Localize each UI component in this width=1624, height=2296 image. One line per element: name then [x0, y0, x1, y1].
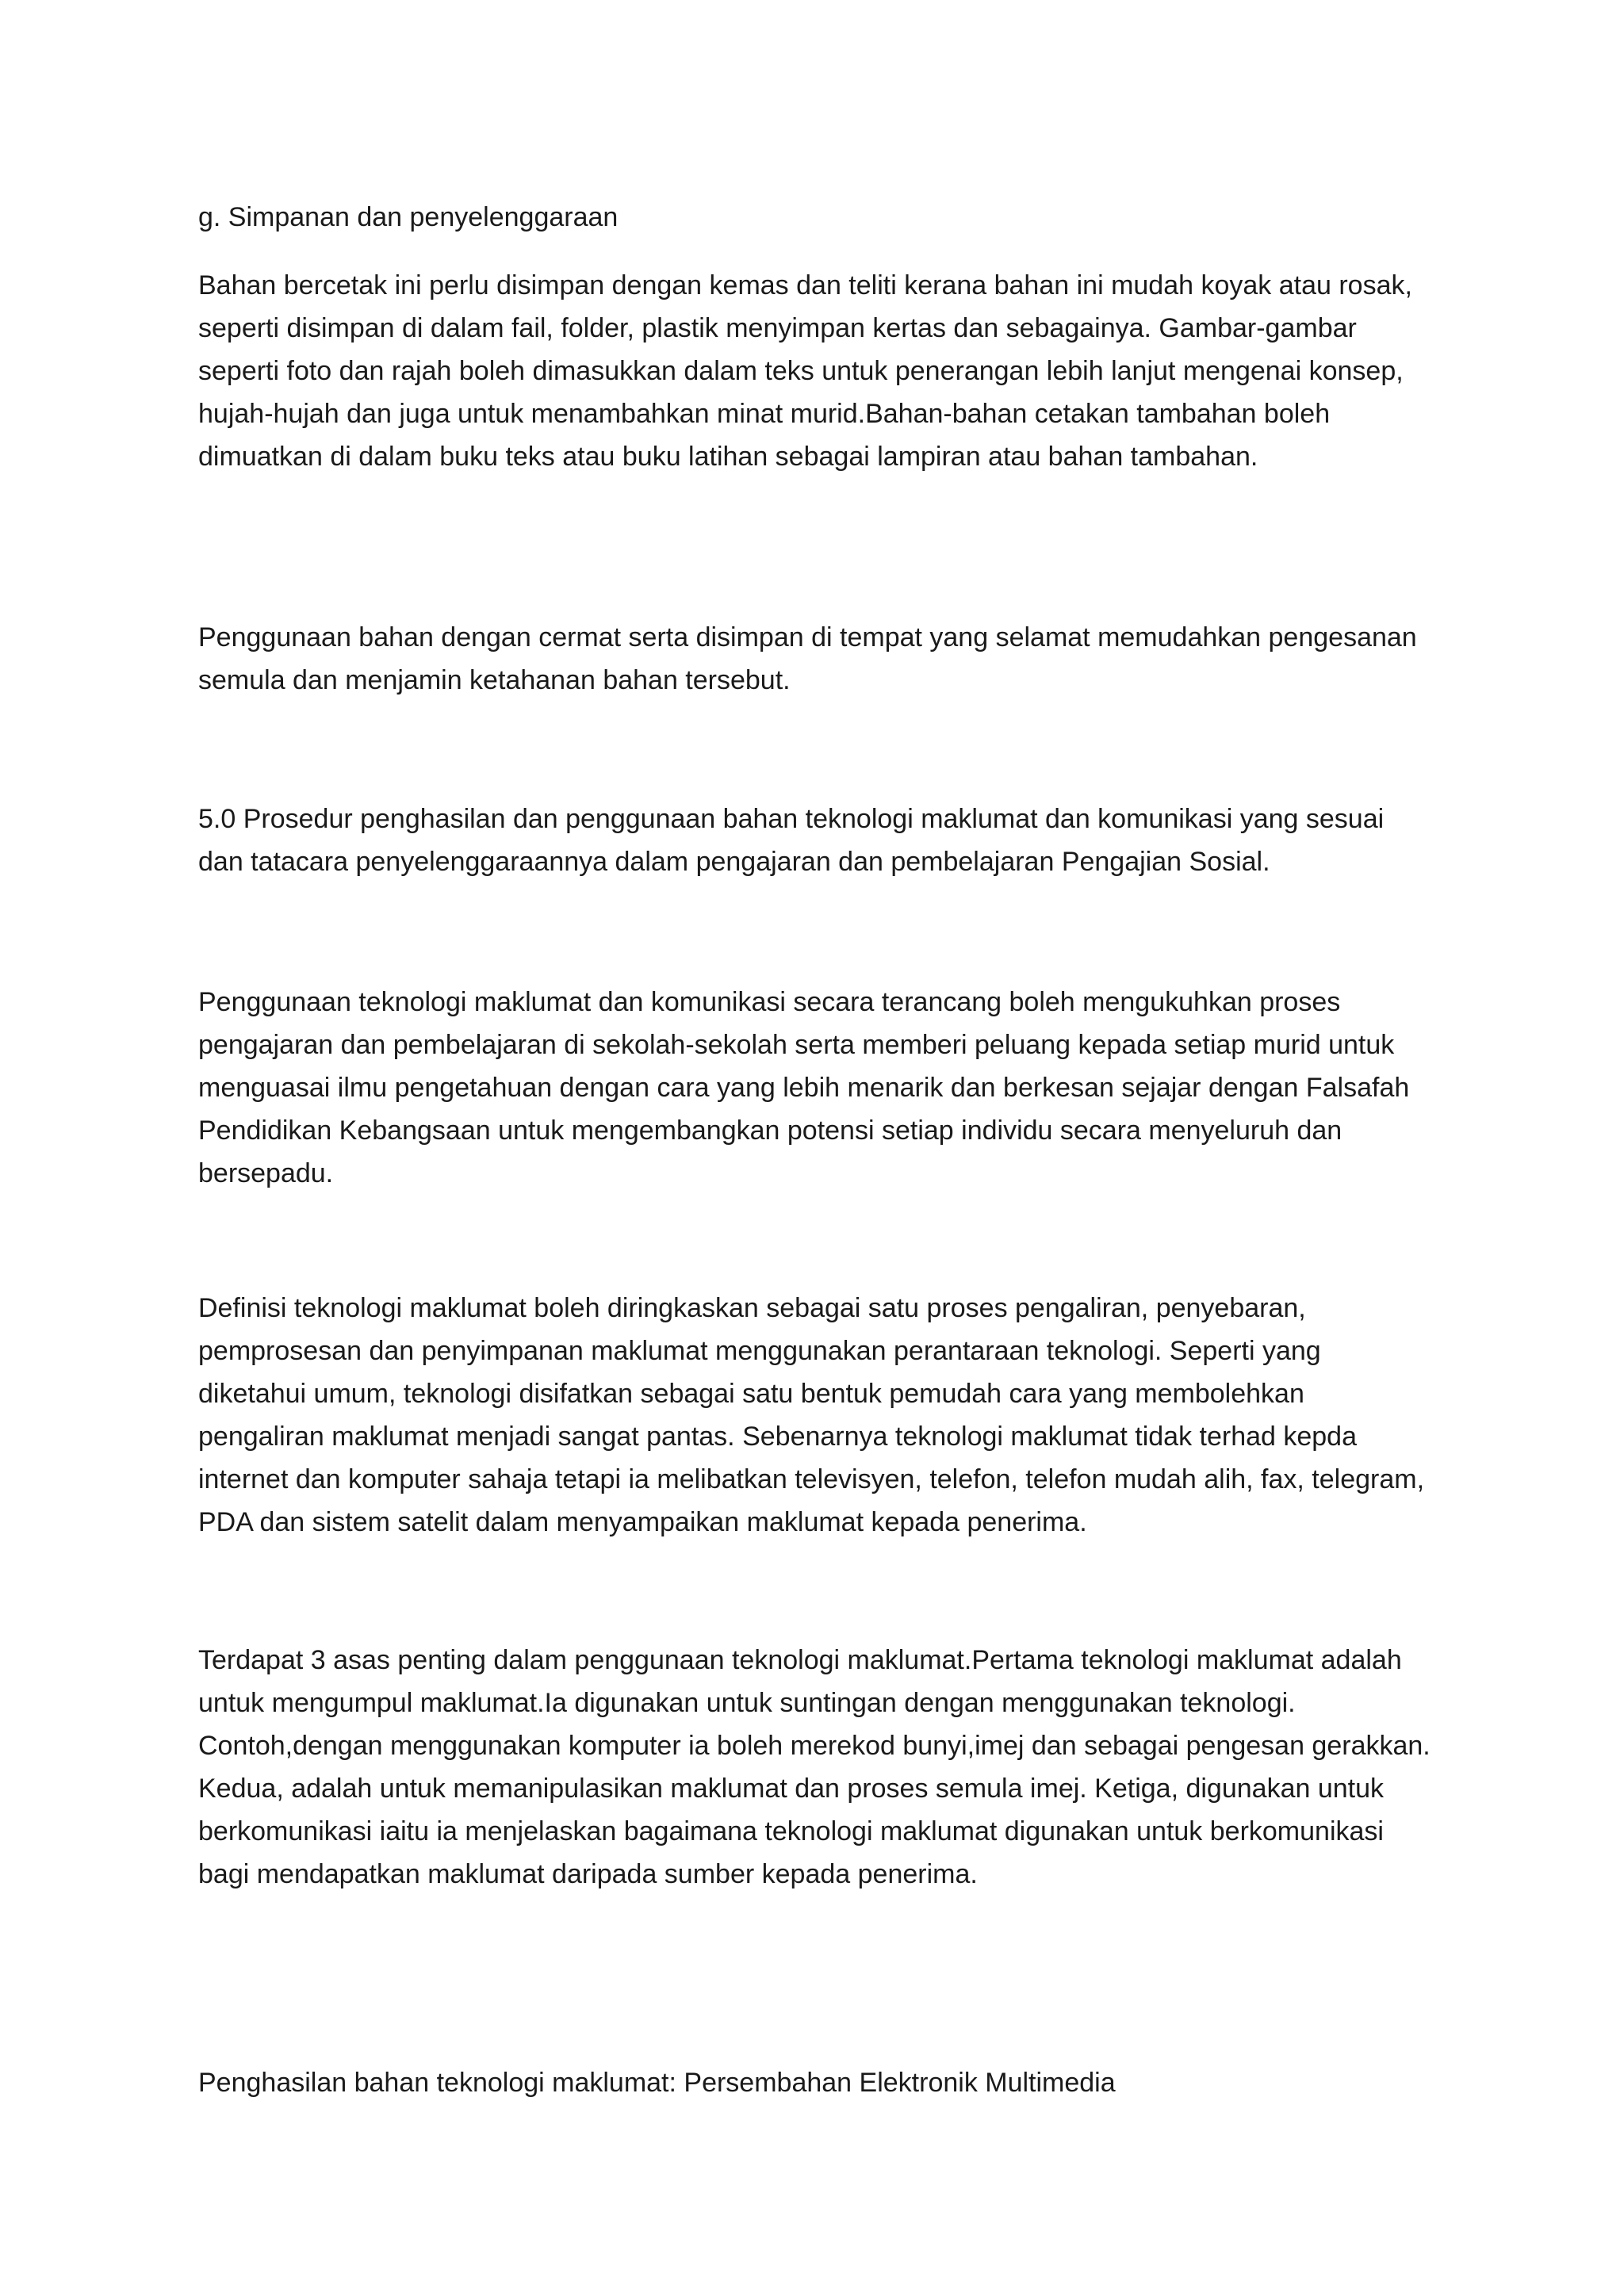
paragraph-it-definition: Definisi teknologi maklumat boleh diringkaskan sebagai satu proses pengaliran, penyebaran, pemprosesan dan penyimpanan maklumat menggunakan perantaraan teknologi. Seperti yang diketahui umum, teknologi disifatkan sebagai satu bentuk pemudah cara yang membolehkan pengaliran maklumat menjadi sangat pantas. Sebenarnya teknologi maklumat tidak terhad kepda internet dan komputer sahaja tetapi ia melibatkan televisyen, telefon, telefon mudah alih, fax, telegram, PDA dan sistem satelit dalam menyampaikan maklumat kepada penerima.: [198, 1293, 1425, 1537]
paragraph-careful-use: Penggunaan bahan dengan cermat serta disimpan di tempat yang selamat memudahkan pengesanan semula dan menjamin ketahanan bahan tersebut.: [198, 622, 1417, 695]
section-heading-5: 5.0 Prosedur penghasilan dan penggunaan bahan teknologi maklumat dan komunikasi yang sesuai dan tatacara penyelenggaraannya dalam pengajaran dan pembelajaran Pengajian Sosial.: [198, 804, 1385, 877]
paragraph-three-bases: Terdapat 3 asas penting dalam penggunaan teknologi maklumat.Pertama teknologi maklumat adalah untuk mengumpul maklumat.Ia digunakan untuk suntingan dengan menggunakan teknologi. Contoh,dengan menggunakan komputer ia boleh merekod bunyi,imej dan sebagai pengesan gerakkan. Kedua, adalah untuk memanipulasikan maklumat dan proses semula imej. Ketiga, digunakan untuk berkomunikasi iaitu ia menjelaskan bagaimana teknologi maklumat digunakan untuk berkomunikasi bagi mendapatkan maklumat daripada sumber kepada penerima.: [198, 1645, 1431, 1889]
section-heading-g: g. Simpanan dan penyelenggaraan: [198, 202, 619, 232]
paragraph-ict-use: Penggunaan teknologi maklumat dan komunikasi secara terancang boleh mengukuhkan proses pengajaran dan pembelajaran di sekolah-sekolah serta memberi peluang kepada setiap murid untuk menguasai ilmu pengetahuan dengan cara yang lebih menarik dan berkesan sejajar dengan Falsafah Pendidikan Kebangsaan untuk mengembangkan potensi setiap individu secara menyeluruh dan bersepadu.: [198, 987, 1410, 1188]
paragraph-storage: Bahan bercetak ini perlu disimpan dengan kemas dan teliti kerana bahan ini mudah koyak atau rosak, seperti disimpan di dalam fail, folder, plastik menyimpan kertas dan sebagainya. Gambar-gambar seperti foto dan rajah boleh dimasukkan dalam teks untuk penerangan lebih lanjut mengenai konsep, hujah-hujah dan juga untuk menambahkan minat murid.Bahan-bahan cetakan tambahan boleh dimuatkan di dalam buku teks atau buku latihan sebagai lampiran atau bahan tambahan.: [198, 270, 1412, 472]
closing-heading: Penghasilan bahan teknologi maklumat: Persembahan Elektronik Multimedia: [198, 2068, 1116, 2098]
